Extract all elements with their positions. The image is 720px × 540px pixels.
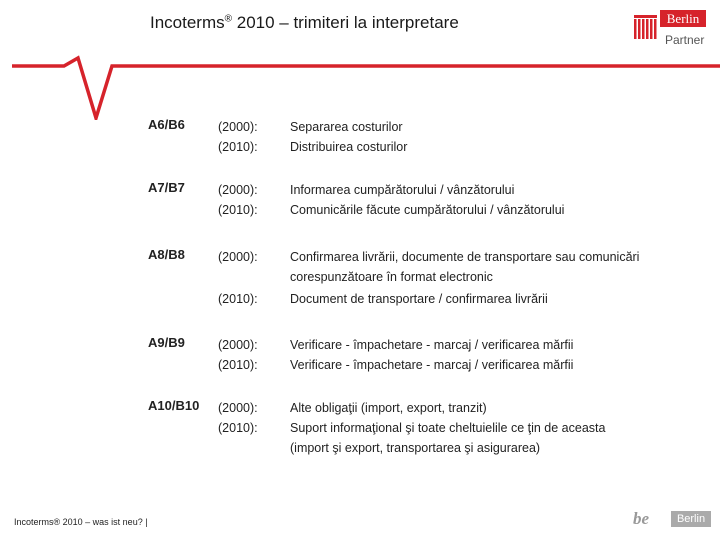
code-a8-b8: A8/B8 [148,247,185,262]
year-2000: (2000): [218,183,258,197]
desc-line: Alte obligaţii (import, export, tranzit) [290,401,487,415]
footer-text: Incoterms® 2010 – was ist neu? | [14,517,148,527]
desc-line: Verificare - împachetare - marcaj / verificarea mărfii [290,338,574,352]
be-text: be [633,509,650,528]
year-2010: (2010): [218,203,258,217]
desc-line: Verificare - împachetare - marcaj / verificarea mărfii [290,358,574,372]
logo-partner-text: Partner [665,33,705,47]
desc-line: corespunzătoare în format electronic [290,270,493,284]
desc-line: Informarea cumpărătorului / vânzătorului [290,183,515,197]
year-2000: (2000): [218,338,258,352]
desc-line: Distribuirea costurilor [290,140,408,154]
be-berlin-box: Berlin [671,511,711,527]
red-lightning-line [0,0,720,120]
code-a10-b10: A10/B10 [148,398,200,413]
page-title: Incoterms® 2010 – trimiteri la interpretare [150,13,459,32]
year-2010: (2010): [218,421,258,435]
desc-line: (import şi export, transportarea şi asigurarea) [290,441,541,455]
desc-line: Comunicările făcute cumpărătorului / vânzătorului [290,203,565,217]
year-2010: (2010): [218,140,258,154]
desc-line: Suport informaţional şi toate cheltuielile ce ţin de aceasta [290,421,606,435]
code-a6-b6: A6/B6 [148,117,185,132]
year-2000: (2000): [218,120,258,134]
logo-berlin-box: Berlin [660,10,706,27]
year-2000: (2000): [218,250,258,264]
desc-line: Separarea costurilor [290,120,403,134]
year-2010: (2010): [218,292,258,306]
desc-line: Confirmarea livrării, documente de transportare sau comunicări [290,250,640,264]
year-2000: (2000): [218,401,258,415]
desc-line: Document de transportare / confirmarea livrării [290,292,548,306]
year-2010: (2010): [218,358,258,372]
code-a9-b9: A9/B9 [148,335,185,350]
code-a7-b7: A7/B7 [148,180,185,195]
